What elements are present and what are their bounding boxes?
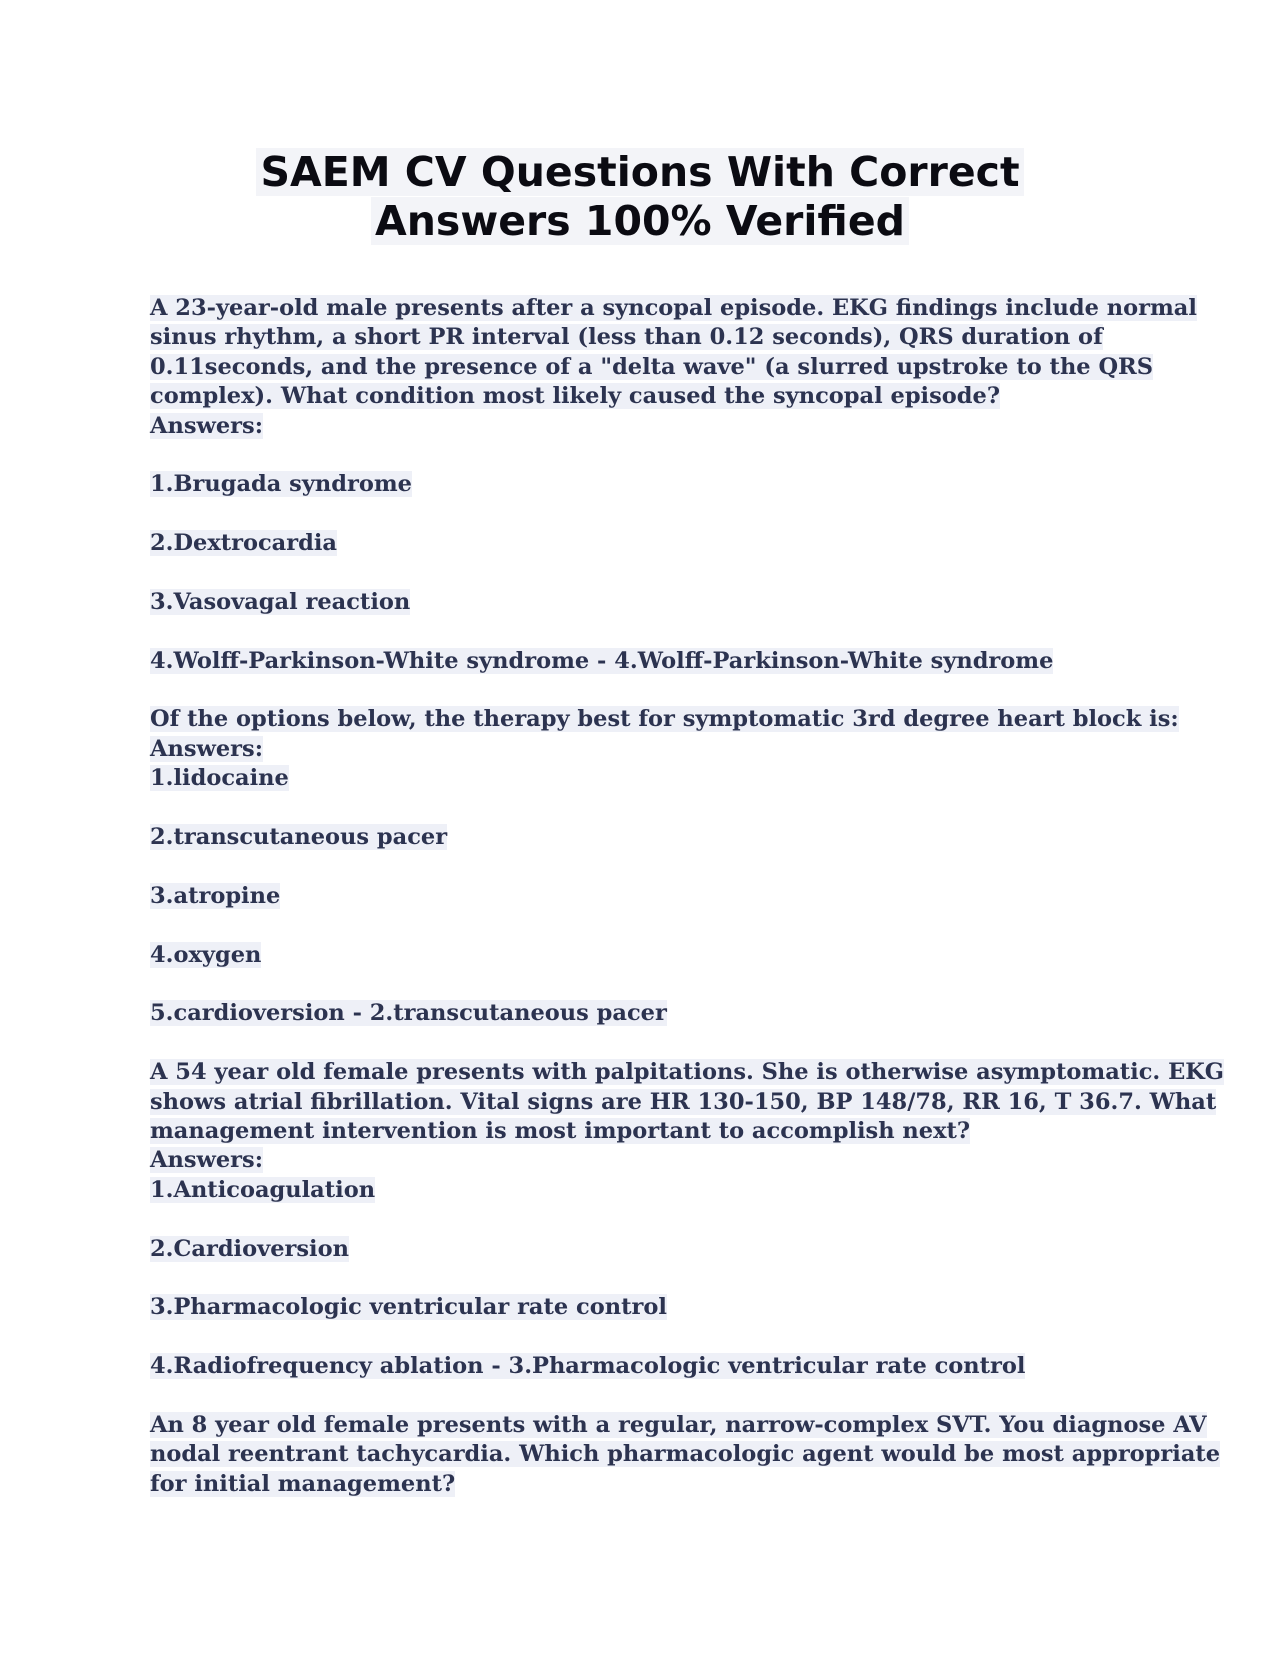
question-2	[150, 705, 1179, 1058]
question-text-line: shows atrial fibrillation. Vital signs are HR 130-150, BP 148/78, RR 16, T 36.7. What	[150, 1088, 1217, 1115]
answer-option: 1.Anticoagulation	[150, 1176, 376, 1203]
question-3	[150, 1058, 1225, 1411]
question-text-line: A 23-year-old male presents after a syncopal episode. EKG findings include normal	[150, 295, 1197, 321]
answer-option: 3.atropine	[150, 882, 281, 909]
answer-option: 4.oxygen	[150, 941, 262, 968]
answer-option: 3.Pharmacologic ventricular rate control	[150, 1294, 667, 1321]
answer-option: 2.Dextrocardia	[150, 530, 337, 557]
answers-label: Answers:	[150, 1147, 263, 1174]
answer-option: 1.lidocaine	[150, 765, 289, 792]
question-text-line: complex). What condition most likely caused the syncopal episode?	[150, 383, 1001, 410]
answer-option: 2.transcutaneous pacer	[150, 824, 448, 851]
answer-option-with-key: 4.Wolff-Parkinson-White syndrome - 4.Wolff-Parkinson-White syndrome	[150, 647, 1054, 674]
answer-option-with-key: 4.Radiofrequency ablation - 3.Pharmacologic ventricular rate control	[150, 1353, 1026, 1380]
page-title	[0, 148, 1280, 246]
answer-option: 2.Cardioversion	[150, 1235, 349, 1262]
question-1	[150, 294, 1197, 705]
answers-label: Answers:	[150, 412, 263, 439]
question-text-line: An 8 year old female presents with a regular, narrow-complex SVT. You diagnose AV	[150, 1411, 1207, 1438]
title-line-2: Answers 100% Verified	[371, 197, 909, 245]
question-text-line: Of the options below, the therapy best for symptomatic 3rd degree heart block is:	[150, 706, 1179, 733]
question-text-line: sinus rhythm, a short PR interval (less than 0.12 seconds), QRS duration of	[150, 324, 1103, 351]
answer-option: 1.Brugada syndrome	[150, 471, 412, 498]
answers-label: Answers:	[150, 735, 263, 762]
answer-option-with-key: 5.cardioversion - 2.transcutaneous pacer	[150, 1000, 667, 1027]
question-text-line: nodal reentrant tachycardia. Which pharmacologic agent would be most appropriate	[150, 1441, 1221, 1468]
question-text-line: 0.11seconds, and the presence of a "delta wave" (a slurred upstroke to the QRS	[150, 353, 1154, 380]
question-text-line: management intervention is most important to accomplish next?	[150, 1117, 971, 1144]
document-body	[150, 294, 1225, 1499]
question-text-line: for initial management?	[150, 1470, 456, 1497]
question-text-line: A 54 year old female presents with palpitations. She is otherwise asymptomatic. EKG	[150, 1059, 1225, 1086]
answer-option: 3.Vasovagal reaction	[150, 588, 411, 615]
title-line-1: SAEM CV Questions With Correct	[256, 148, 1023, 196]
question-4	[150, 1411, 1221, 1499]
